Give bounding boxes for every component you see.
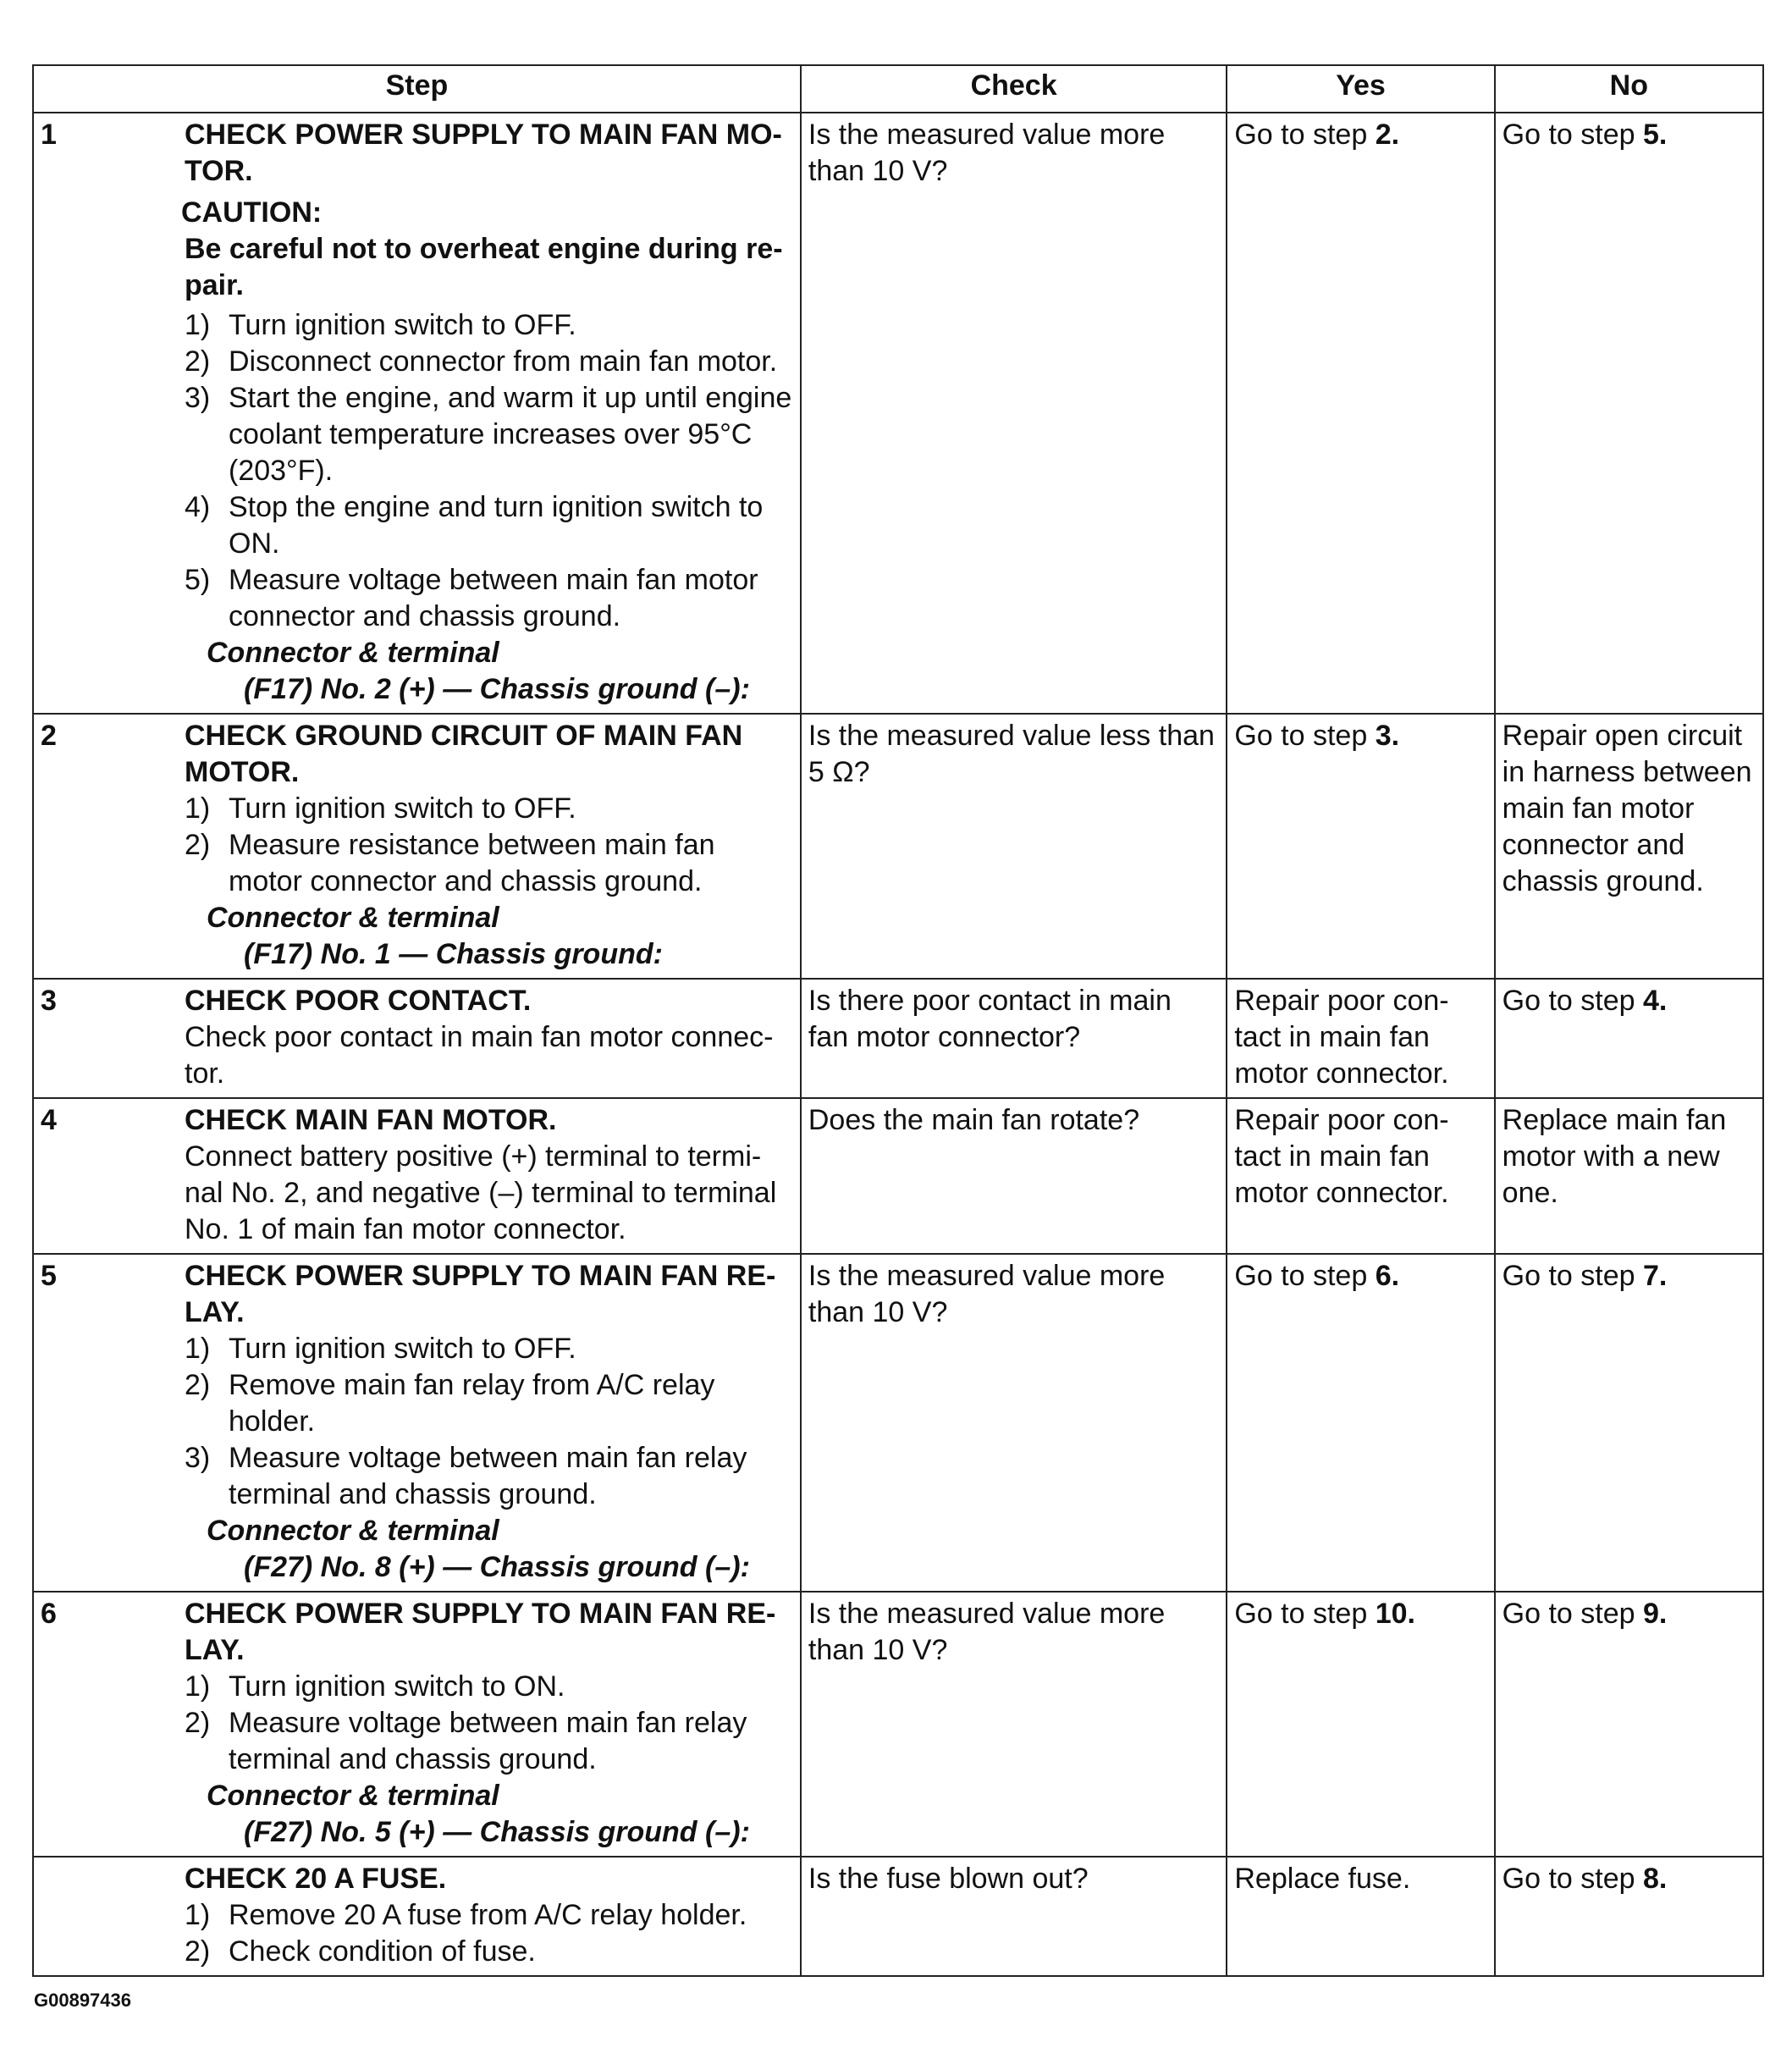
step-body	[185, 1258, 793, 1586]
substep-number: 5)	[185, 564, 211, 596]
yes-text: Replace fuse.	[1234, 1863, 1411, 1895]
diagnostic-table	[32, 64, 1764, 1977]
substep	[185, 827, 793, 900]
substep-text: Stop the engine and turn ignition switch to ON.	[229, 491, 764, 560]
substep-text: Measure voltage between main fan relay terminal and chassis ground.	[229, 1707, 747, 1775]
substep-number: 2)	[185, 829, 211, 861]
check-cell: Is the fuse blown out?	[801, 1857, 1227, 1976]
no-cell	[1495, 1254, 1763, 1592]
substep-number: 4)	[185, 491, 211, 523]
substep-text: Turn ignition switch to ON.	[229, 1670, 565, 1703]
step-content	[41, 1102, 793, 1248]
yes-step-ref: 2.	[1375, 119, 1400, 151]
step-number: 1	[41, 119, 57, 151]
step-title: CHECK POWER SUPPLY TO MAIN FAN RE-LAY.	[185, 1260, 776, 1328]
substep-text: Turn ignition switch to OFF.	[229, 1333, 576, 1365]
step-title: CHECK POWER SUPPLY TO MAIN FAN RE-LAY.	[185, 1598, 776, 1666]
step-cell	[33, 714, 801, 979]
check-cell: Is the measured value more than 10 V?	[801, 113, 1227, 714]
header-no: No	[1495, 65, 1763, 113]
yes-cell	[1227, 1254, 1494, 1592]
check-cell: Is the measured value less than 5 Ω?	[801, 714, 1227, 979]
no-text: Go to step	[1502, 1863, 1643, 1895]
substep	[185, 380, 793, 489]
step-cell	[33, 1098, 801, 1254]
substep-number: 1)	[185, 1333, 211, 1365]
substep	[185, 1669, 793, 1705]
step-title: CHECK POOR CONTACT.	[185, 985, 532, 1017]
yes-step-ref: 3.	[1375, 720, 1400, 752]
step-number: 6	[41, 1598, 57, 1630]
yes-cell	[1227, 979, 1494, 1098]
no-cell	[1495, 1857, 1763, 1976]
step-body	[185, 1102, 793, 1248]
substep-number: 2)	[185, 345, 211, 378]
substep-text: Start the engine, and warm it up until engine coolant temperature increases over 95°C (203°F).	[229, 382, 792, 487]
no-text: Replace main fan motor with a new one.	[1502, 1104, 1727, 1209]
yes-cell	[1227, 113, 1494, 714]
table-row	[33, 113, 1763, 714]
check-cell: Is the measured value more than 10 V?	[801, 1592, 1227, 1857]
substep	[185, 307, 793, 344]
yes-text: Repair poor con-tact in main fan motor connector.	[1234, 985, 1449, 1090]
substep-number: 2)	[185, 1707, 211, 1739]
connector-heading: Connector & terminal	[207, 1515, 499, 1547]
check-cell: Is there poor contact in main fan motor connector?	[801, 979, 1227, 1098]
substep-text: Measure resistance between main fan motor connector and chassis ground.	[229, 829, 715, 897]
no-text: Go to step	[1502, 119, 1643, 151]
substep-number: 2)	[185, 1935, 211, 1968]
step-title: CHECK 20 A FUSE.	[185, 1863, 447, 1895]
substep	[185, 562, 793, 635]
step-number: 4	[41, 1104, 57, 1136]
connector-terminal: (F17) No. 2 (+) — Chassis ground (–):	[244, 673, 750, 705]
step-body	[185, 1596, 793, 1851]
no-text: Repair open circuit in harness between main fan motor connector and chassis ground.	[1502, 720, 1752, 897]
caution-heading: CAUTION:	[181, 196, 323, 229]
step-number: 5	[41, 1260, 57, 1292]
caution-text: Be careful not to overheat engine during re-pair.	[185, 233, 783, 301]
no-cell	[1495, 1098, 1763, 1254]
table-body	[33, 113, 1763, 1976]
step-text: Check poor contact in main fan motor connec-tor.	[185, 1021, 774, 1090]
substep-text: Measure voltage between main fan relay terminal and chassis ground.	[229, 1442, 747, 1510]
substep-number: 3)	[185, 382, 211, 414]
check-cell: Is the measured value more than 10 V?	[801, 1254, 1227, 1592]
step-body	[185, 1861, 793, 1970]
yes-cell	[1227, 1592, 1494, 1857]
step-cell	[33, 979, 801, 1098]
figure-code: G00897436	[34, 1990, 131, 2011]
no-step-ref: 7.	[1642, 1260, 1668, 1292]
step-title: CHECK MAIN FAN MOTOR.	[185, 1104, 557, 1136]
substep-text: Remove main fan relay from A/C relay holder.	[229, 1369, 715, 1438]
substep-number: 1)	[185, 1899, 211, 1931]
substep-number: 3)	[185, 1442, 211, 1474]
no-cell	[1495, 113, 1763, 714]
step-cell	[33, 1592, 801, 1857]
no-cell	[1495, 1592, 1763, 1857]
substep-number: 2)	[185, 1369, 211, 1401]
connector-terminal: (F17) No. 1 — Chassis ground:	[244, 938, 663, 970]
table-row	[33, 1098, 1763, 1254]
header-yes: Yes	[1227, 65, 1494, 113]
substep-text: Disconnect connector from main fan motor.	[229, 345, 778, 378]
step-content	[41, 718, 793, 973]
substep	[185, 1705, 793, 1778]
header-check: Check	[801, 65, 1227, 113]
yes-text: Go to step	[1234, 119, 1376, 151]
step-content	[41, 983, 793, 1092]
no-cell	[1495, 714, 1763, 979]
yes-text: Go to step	[1234, 1598, 1376, 1630]
step-number: 2	[41, 720, 57, 752]
no-step-ref: 8.	[1642, 1863, 1668, 1895]
connector-heading: Connector & terminal	[207, 1780, 499, 1812]
connector-heading: Connector & terminal	[207, 637, 499, 669]
yes-text: Repair poor con-tact in main fan motor connector.	[1234, 1104, 1449, 1209]
substep	[185, 344, 793, 380]
step-content	[41, 1258, 793, 1586]
substep	[185, 1897, 793, 1934]
yes-text: Go to step	[1234, 1260, 1376, 1292]
no-step-ref: 5.	[1642, 119, 1668, 151]
yes-cell	[1227, 1857, 1494, 1976]
no-text: Go to step	[1502, 985, 1643, 1017]
substep-text: Check condition of fuse.	[229, 1935, 536, 1968]
table-row	[33, 1592, 1763, 1857]
yes-text: Go to step	[1234, 720, 1376, 752]
step-cell	[33, 1857, 801, 1976]
substep	[185, 1367, 793, 1440]
substep-number: 1)	[185, 309, 211, 341]
yes-step-ref: 10.	[1375, 1598, 1415, 1630]
substep-text: Turn ignition switch to OFF.	[229, 792, 576, 825]
check-cell: Does the main fan rotate?	[801, 1098, 1227, 1254]
substep-number: 1)	[185, 792, 211, 825]
substep	[185, 1440, 793, 1513]
substep-number: 1)	[185, 1670, 211, 1703]
no-cell	[1495, 979, 1763, 1098]
step-cell	[33, 1254, 801, 1592]
no-text: Go to step	[1502, 1598, 1643, 1630]
yes-cell	[1227, 1098, 1494, 1254]
step-text: Connect battery positive (+) terminal to termi-nal No. 2, and negative (–) terminal to terminal No. 1 of main fan motor connector.	[185, 1140, 777, 1245]
substep	[185, 1331, 793, 1367]
step-number: 3	[41, 985, 57, 1017]
no-step-ref: 4.	[1642, 985, 1668, 1017]
no-text: Go to step	[1502, 1260, 1643, 1292]
yes-cell	[1227, 714, 1494, 979]
step-cell	[33, 113, 801, 714]
step-content	[41, 1596, 793, 1851]
connector-terminal: (F27) No. 8 (+) — Chassis ground (–):	[244, 1551, 750, 1583]
header-step: Step	[33, 65, 801, 113]
step-title: CHECK GROUND CIRCUIT OF MAIN FAN MOTOR.	[185, 720, 743, 788]
substep-text: Remove 20 A fuse from A/C relay holder.	[229, 1899, 747, 1931]
step-title: CHECK POWER SUPPLY TO MAIN FAN MO-TOR.	[185, 119, 782, 187]
step-content	[41, 117, 793, 708]
connector-heading: Connector & terminal	[207, 902, 499, 934]
step-content	[41, 1861, 793, 1970]
step-body	[181, 117, 793, 708]
connector-terminal: (F27) No. 5 (+) — Chassis ground (–):	[244, 1816, 750, 1848]
step-body	[185, 718, 793, 973]
substep-text: Measure voltage between main fan motor connector and chassis ground.	[229, 564, 758, 632]
no-step-ref: 9.	[1642, 1598, 1668, 1630]
table-header	[33, 65, 1763, 113]
table-row	[33, 714, 1763, 979]
step-body	[185, 983, 793, 1092]
table-row	[33, 1254, 1763, 1592]
table-row	[33, 1857, 1763, 1976]
substep-text: Turn ignition switch to OFF.	[229, 309, 576, 341]
yes-step-ref: 6.	[1375, 1260, 1400, 1292]
table-row	[33, 979, 1763, 1098]
substep	[185, 1934, 793, 1970]
substep	[185, 489, 793, 562]
step-number	[41, 1861, 185, 1970]
substep	[185, 791, 793, 827]
